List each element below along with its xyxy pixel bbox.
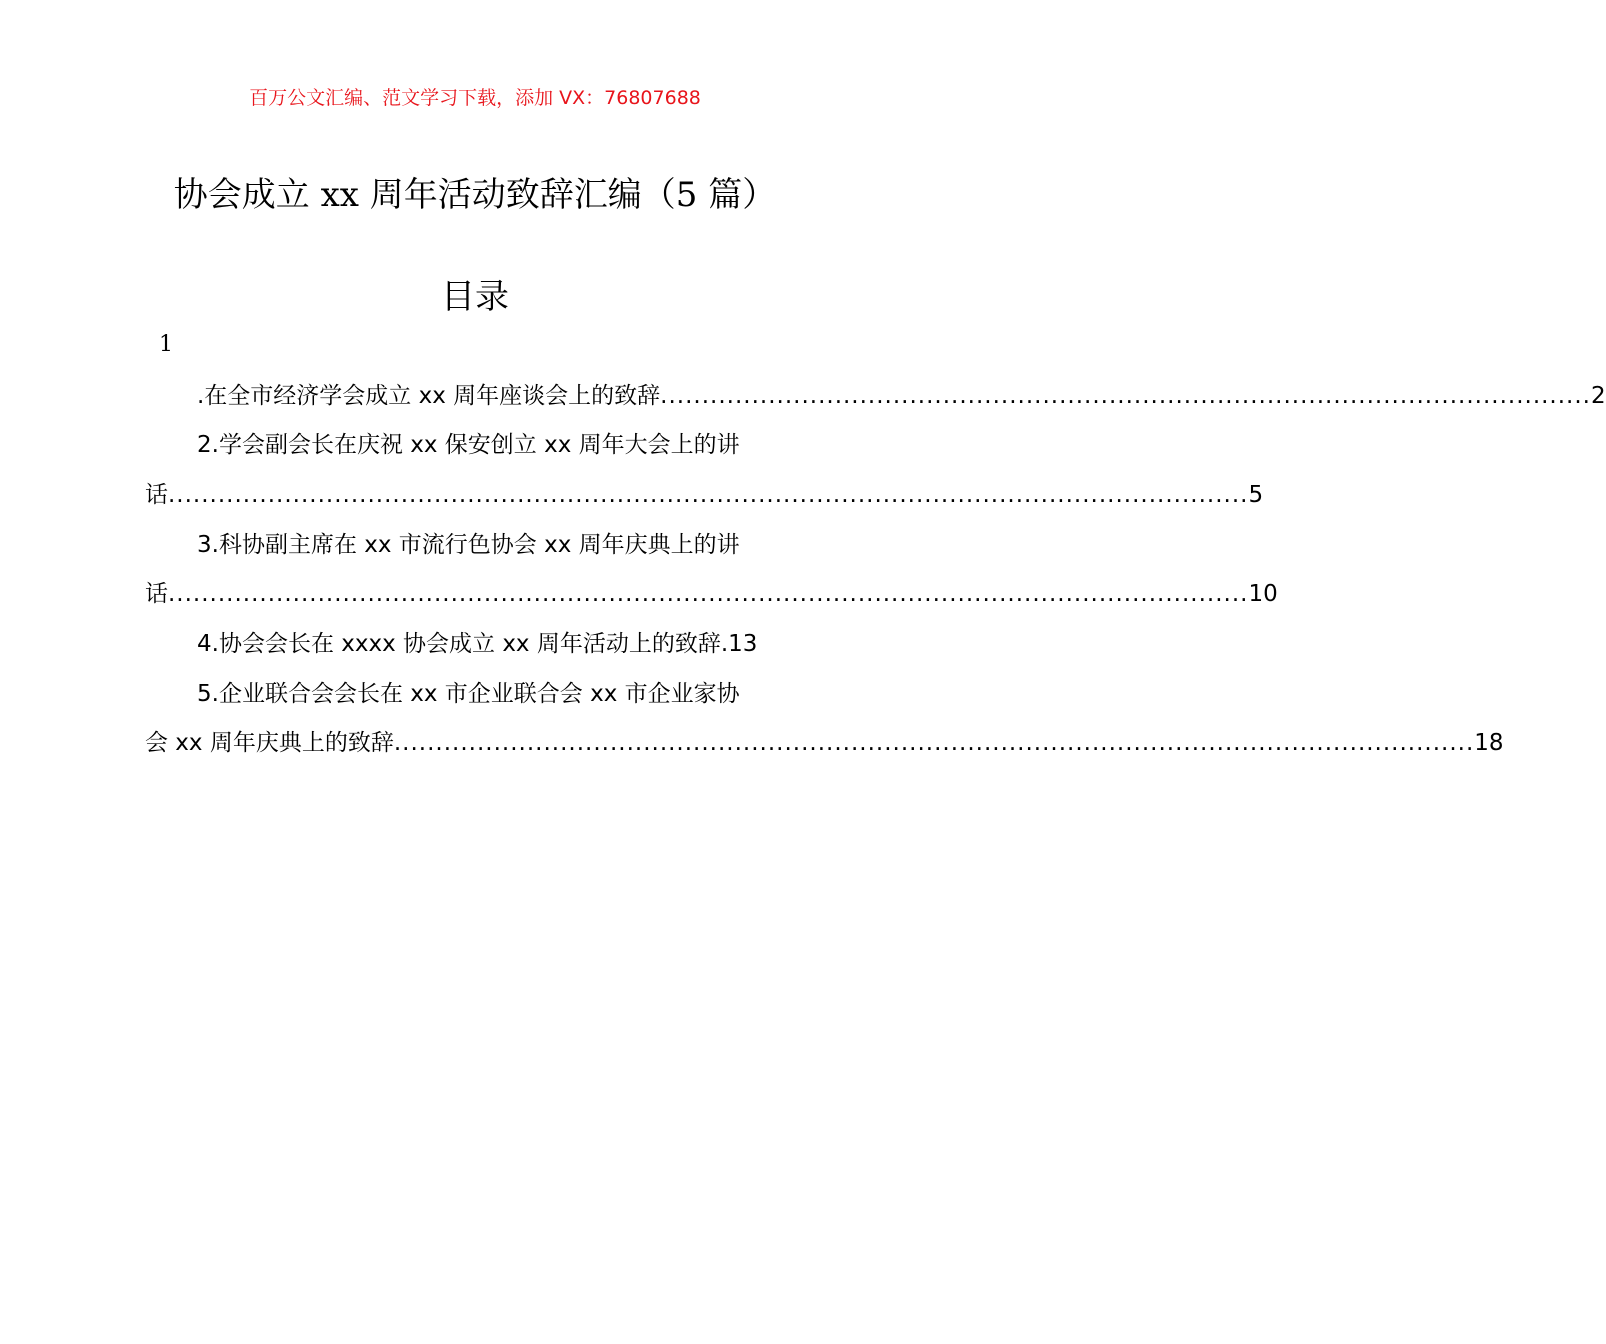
watermark-header: 百万公文汇编、范文学习下载，添加 VX：76807688 <box>249 87 701 109</box>
toc-entry-2-line2[interactable] <box>145 475 1264 515</box>
toc-entry-5-text-end: 会 xx 周年庆典上的致辞 <box>145 730 394 756</box>
toc-entry-1-text: .在全市经济学会成立 xx 周年座谈会上的致辞 <box>197 383 661 409</box>
toc-entry-4-text: 4.协会会长在 xxxx 协会成立 xx 周年活动上的致辞. <box>197 631 729 657</box>
toc-entry-5-line2[interactable] <box>145 723 1504 763</box>
toc-entry-3-line2[interactable] <box>145 574 1278 614</box>
toc-leader-dots: ................................................................................................................ <box>660 383 1591 409</box>
toc-heading: 目录 <box>441 277 509 317</box>
toc-leader-dots: .................................................................................................................................. <box>393 730 1475 756</box>
toc-entry-1-page: 2 <box>1591 383 1606 409</box>
toc-entry-3-page: 10 <box>1248 581 1278 607</box>
toc-entry-3-line1[interactable]: 3.科协副主席在 xx 市流行色协会 xx 周年庆典上的讲 <box>197 532 740 558</box>
toc-entry-1[interactable] <box>197 376 1606 416</box>
toc-entry-4-page: 13 <box>728 631 758 657</box>
toc-entry-2-page: 5 <box>1248 482 1264 508</box>
toc-entry-3-text-end: 话 <box>145 581 168 607</box>
toc-leader-dots: .................................................................................................................................. <box>168 482 1249 508</box>
page-number: 1 <box>159 332 173 357</box>
toc-entry-2-line1[interactable]: 2.学会副会长在庆祝 xx 保安创立 xx 周年大会上的讲 <box>197 432 740 458</box>
toc-entry-5-page: 18 <box>1474 730 1504 756</box>
toc-entry-4[interactable] <box>197 624 806 664</box>
toc-entry-2-text-end: 话 <box>145 482 168 508</box>
document-title: 协会成立 xx 周年活动致辞汇编（5 篇） <box>173 175 777 215</box>
toc-leader-dots: .................................................................................................................................. <box>168 581 1249 607</box>
toc-entry-5-line1[interactable]: 5.企业联合会会长在 xx 市企业联合会 xx 市企业家协 <box>197 681 740 707</box>
